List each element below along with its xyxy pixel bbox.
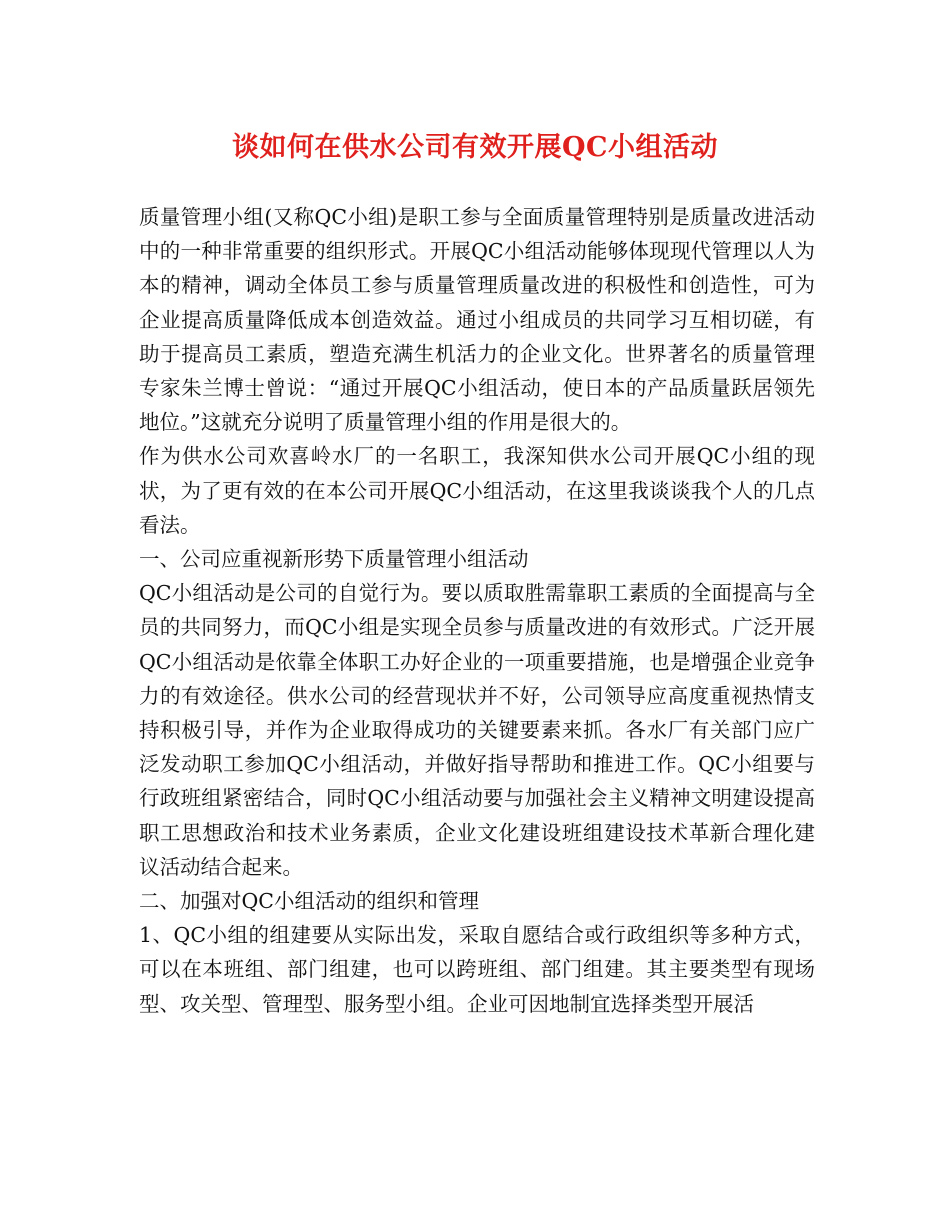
paragraph-intro: 质量管理小组(又称QC小组)是职工参与全面质量管理特别是质量改进活动中的一种非常重要的组织形式。开展QC小组活动能够体现现代管理以人为本的精神，调动全体员工参与质量管理质量改进的积极性和创造性，可为企业提高质量降低成本创造效益。通过小组成员的共同学习互相切磋，有助于提高员工素质，塑造充满生机活力的企业文化。世界著名的质量管理专家朱兰博士曾说：“通过开展QC小组活动，使日本的产品质量跃居领先地位。”这就充分说明了质量管理小组的作用是很大的。 <box>139 205 815 435</box>
section-heading-1: 一、公司应重视新形势下质量管理小组活动 <box>139 547 529 572</box>
section-heading-2: 二、加强对QC小组活动的组织和管理 <box>139 889 479 914</box>
document-title: 谈如何在供水公司有效开展QC小组活动 <box>231 132 718 163</box>
paragraph-section-1: QC小组活动是公司的自觉行为。要以质取胜需靠职工素质的全面提高与全员的共同努力，而QC小组是实现全员参与质量改进的有效形式。广泛开展QC小组活动是依靠全体职工办好企业的一项重要措施，也是增强企业竞争力的有效途径。供水公司的经营现状并不好，公司领导应高度重视热情支持积极引导，并作为企业取得成功的关键要素来抓。各水厂有关部门应广泛发动职工参加QC小组活动，并做好指导帮助和推进工作。QC小组要与行政班组紧密结合，同时QC小组活动要与加强社会主义精神文明建设提高职工思想政治和技术业务素质，企业文化建设班组建设技术革新合理化建议活动结合起来。 <box>139 581 815 879</box>
document-body <box>139 200 815 1021</box>
paragraph-author-context: 作为供水公司欢喜岭水厂的一名职工，我深知供水公司开展QC小组的现状，为了更有效的在本公司开展QC小组活动，在这里我谈谈我个人的几点看法。 <box>139 444 815 537</box>
paragraph-section-2-item-1: 1、QC小组的组建要从实际出发，采取自愿结合或行政组织等多种方式，可以在本班组、部门组建，也可以跨班组、部门组建。其主要类型有现场型、攻关型、管理型、服务型小组。企业可因地制宜选择类型开展活 <box>139 923 815 1016</box>
